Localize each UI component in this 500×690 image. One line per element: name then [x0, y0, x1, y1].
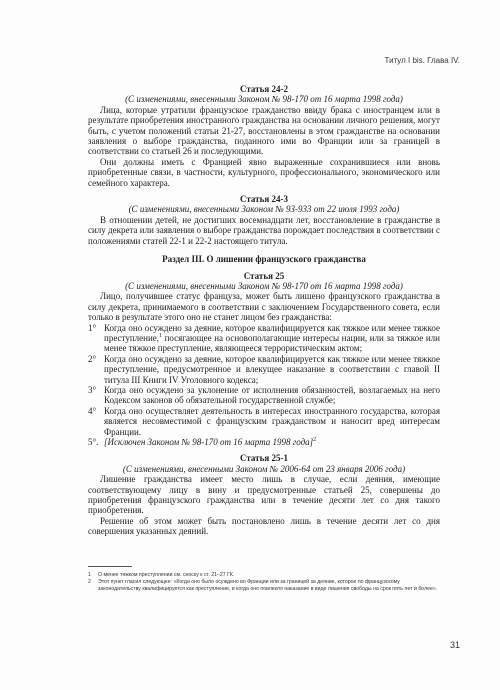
list-item-text: [Исключен Законом № 98-170 от 16 марта 1998 года]: [104, 437, 314, 447]
article-25-title: Статья 25: [243, 270, 285, 281]
article-24-3-note: (С изменениями, внесенными Законом № 93-933 от 22 июля 1993 года): [128, 204, 400, 215]
running-header: Титул I bis. Глава IV.: [384, 56, 460, 65]
article-24-3-paragraph-1: В отношении детей, не достигших восемнадцати лет, восстановление в гражданстве в силу декрета или заявления о выборе гражданства порождает последствия в соответствии с положениями статей 22-1 и 22-2 настоящего титула.: [88, 214, 440, 246]
list-item-text-cont: посягающее на основополагающие интересы нации, или за тяжкое или менее тяжкое преступление, являющееся террористическим актом;: [104, 332, 440, 354]
page-body: [88, 78, 440, 537]
footnote-number: 1: [88, 572, 91, 578]
footnote-number: 2: [88, 579, 91, 586]
list-item-text: Когда оно осуждено за уклонение от исполнения обязанностей, возлагаемых на него Кодексом законов об обязательной государственной службе;: [104, 384, 440, 406]
article-25-1-title: Статья 25-1: [240, 453, 288, 464]
footnote: [88, 579, 440, 593]
footnote-ref: 2: [313, 437, 317, 443]
list-item-number: 2°: [88, 353, 97, 364]
article-24-2-note: (С изменениями, внесенными Законом № 98-170 от 16 марта 1998 года): [125, 94, 403, 105]
article-24-3-title: Статья 24-3: [240, 194, 288, 205]
article-25-intro: Лицо, получившее статус француза, может быть лишено французского гражданства в силу декрета, принимаемого в соответствии с заключением Государственного совета, если только в результате этого оно не станет лицом без гражданства:: [88, 291, 440, 323]
footnote-text: Этот пункт гласил следующее: «Когда оно было осуждено во Франции или за границей за деяние, которое по французскому законодательству квалифицируется как преступление, и когда оно повлекло наказание в виде лишения свободы на срок пять лет и более».: [98, 579, 438, 593]
article-25-1-paragraph-2: Решение об этом может быть постановлено лишь в течение десяти лет со дня совершения указанных деяний.: [88, 515, 440, 537]
article-24-2-title: Статья 24-2: [240, 84, 288, 94]
list-item-text: Когда оно осуждено за деяние, которое квалифицируется как тяжкое или менее тяжкое преступление,: [104, 322, 440, 343]
article-25-note: (С изменениями, внесенными Законом № 98-170 от 16 марта 1998 года): [125, 280, 403, 291]
section-3-title: Раздел III. О лишении французского гражданства: [162, 254, 366, 265]
page-number: 31: [449, 640, 460, 650]
article-24-2-paragraph-1: Лица, которые утратили французское гражданство ввиду брака с иностранцем или в результате приобретения иностранного гражданства на основании личного решения, могут быть, с учетом положений статьи 21-27, восстановлены в этом гражданстве на основании заявления о выборе гражданства, поданного ими во Франции или за границей в соответствии со статьей 26 и последующими.: [88, 104, 440, 157]
list-item-text: Когда оно осуждено за деяние, которое квалифицируется как тяжкое или менее тяжкое преступление, предусмотренное и влекущее наказание в соответствии с главой II титула III Книги IV Уголовного кодекса;: [104, 353, 440, 385]
list-item: [88, 437, 440, 447]
list-item-number: 4°: [88, 405, 97, 416]
list-item-text: Когда оно осуществляет деятельность в интересах иностранного государства, которая является несовместимой с французским гражданством и наносит вред интересам Франции.: [104, 405, 440, 437]
list-item-number: 5°.: [88, 437, 99, 447]
article-24-2-paragraph-2: Они должны иметь с Францией явно выраженные сохранившиеся или вновь приобретенные связи, в частности, культурного, профессионального, экономического или семейного характера.: [88, 156, 440, 188]
footnotes: [88, 572, 440, 594]
footnote-text: О менее тяжком преступлении см. сноску к ст. 21–27 ГК.: [98, 572, 235, 578]
footnote-divider: [88, 566, 132, 567]
article-25-1-paragraph-1: Лишение гражданства имеет место лишь в случае, если деяния, имеющие соответствующему лицу в вину и предусмотренные статьей 25, совершены до приобретения французского гражданства или в течение десяти лет со дня такого приобретения.: [88, 474, 440, 516]
footnote-ref: 1: [159, 332, 163, 339]
list-item: [88, 354, 440, 385]
list-item-number: 3°: [88, 384, 97, 395]
list-item: [88, 406, 440, 437]
article-25-1-note: (С изменениями, внесенными Законом № 2006-64 от 23 января 2006 года): [122, 463, 406, 474]
article-25-list: [88, 323, 440, 448]
list-item: [88, 385, 440, 406]
list-item-number: 1°: [88, 322, 97, 333]
list-item: [88, 323, 440, 354]
